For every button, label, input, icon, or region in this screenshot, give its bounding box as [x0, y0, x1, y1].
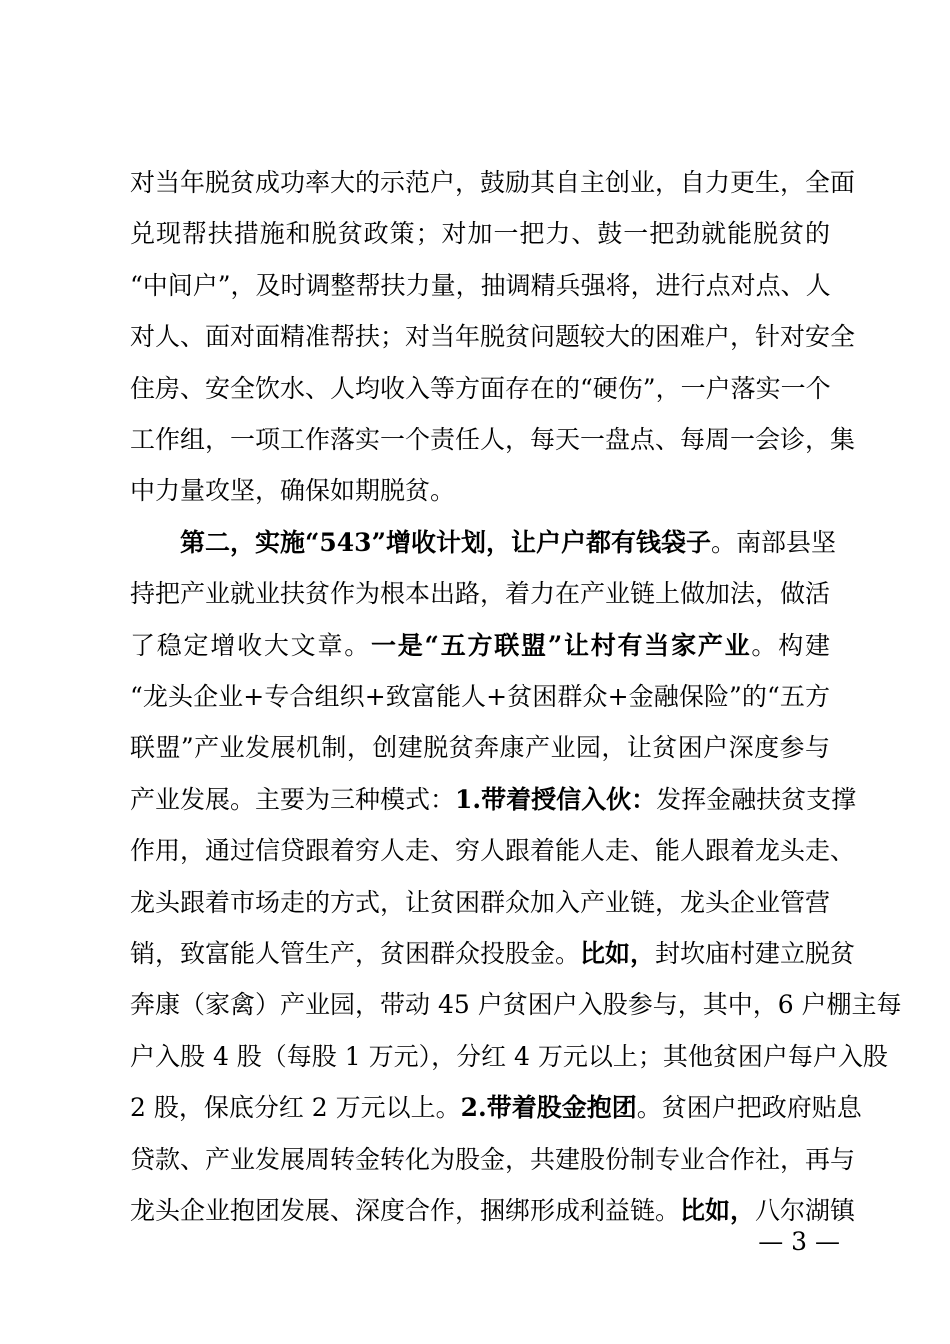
text-run: 中力量攻坚，确保如期脱贫。 — [130, 476, 456, 505]
text-run: 联盟”产业发展机制，创建脱贫奔康产业园，让贫困户深度参与 — [130, 733, 830, 762]
text-run: 工作组，一项工作落实一个责任人，每天一盘点、每周一会诊，集 — [130, 425, 856, 454]
bold-text: 第二，实施“543”增收计划，让户户都有钱袋子 — [180, 528, 711, 557]
page-number: — 3 — — [758, 1227, 840, 1256]
text-run: 。南部县坚 — [710, 528, 836, 557]
text-line — [130, 721, 830, 775]
text-run: “中间户”，及时调整帮扶力量，抽调精兵强将，进行点对点、人 — [130, 271, 831, 300]
bold-text: 1.带着授信入伙： — [455, 785, 657, 814]
text-run: 对人、面对面精准帮扶；对当年脱贫问题较大的困难户，针对安全 — [130, 322, 856, 351]
text-line — [130, 567, 830, 621]
bold-text: 比如， — [680, 1196, 756, 1225]
text-line — [130, 362, 830, 416]
text-line — [130, 207, 830, 261]
text-run: 2 股，保底分红 2 万元以上。 — [130, 1093, 461, 1122]
text-run: 奔康（家禽）产业园，带动 45 户贫困户入股参与，其中，6 户棚主每 — [130, 990, 902, 1019]
text-line — [130, 824, 856, 878]
text-run: 发挥金融扶贫支撑 — [656, 785, 857, 814]
text-run: 持把产业就业扶贫作为根本出路，着力在产业链上做加法，做活 — [130, 579, 831, 608]
text-line — [130, 1081, 862, 1135]
text-run: 对当年脱贫成功率大的示范户，鼓励其自主创业，自力更生，全面 — [130, 168, 856, 197]
text-run: 了稳定增收大文章。 — [130, 631, 371, 660]
text-run: 龙头企业抱团发展、深度合作，捆绑形成利益链。 — [130, 1196, 681, 1225]
text-run: 住房、安全饮水、人均收入等方面存在的“硬伤”，一户落实一个 — [130, 374, 831, 403]
text-run: “龙头企业+专合组织+致富能人+贫困群众+金融保险”的“五方 — [130, 682, 830, 711]
bold-text: 2.带着股金抱团 — [460, 1093, 637, 1122]
text-run: 产业发展。主要为三种模式： — [130, 785, 456, 814]
text-run: 销，致富能人管生产，贫困群众投股金。 — [130, 939, 581, 968]
text-line — [130, 619, 830, 673]
text-line — [130, 876, 830, 930]
text-run: 户入股 4 股（每股 1 万元），分红 4 万元以上；其他贫困户每户入股 — [130, 1042, 888, 1071]
text-line — [130, 464, 830, 518]
text-run: 。构建 — [751, 631, 830, 660]
text-run: 作用，通过信贷跟着穷人走、穷人跟着能人走、能人跟着龙头走、 — [130, 836, 856, 865]
text-line — [130, 1030, 888, 1084]
text-line — [130, 259, 830, 313]
text-line — [180, 516, 836, 570]
text-line — [130, 156, 856, 210]
text-run: 贷款、产业发展周转金转化为股金，共建股份制专业合作社，再与 — [130, 1145, 856, 1174]
text-line — [130, 413, 856, 467]
text-run: 龙头跟着市场走的方式，让贫困群众加入产业链，龙头企业管营 — [130, 888, 831, 917]
text-line — [130, 927, 856, 981]
bold-text: 一是“五方联盟”让村有当家产业 — [371, 631, 752, 660]
text-run: 封坎庙村建立脱贫 — [655, 939, 856, 968]
text-line — [130, 1133, 856, 1187]
bold-text: 比如， — [580, 939, 656, 968]
text-line — [130, 978, 902, 1032]
text-run: 。贫困户把政府贴息 — [636, 1093, 862, 1122]
text-run: 兑现帮扶措施和脱贫政策；对加一把力、鼓一把劲就能脱贫的 — [130, 219, 830, 248]
text-line — [130, 310, 856, 364]
text-line — [130, 1184, 856, 1238]
text-run: 八尔湖镇 — [755, 1196, 856, 1225]
text-line — [130, 670, 830, 724]
text-line — [130, 773, 857, 827]
